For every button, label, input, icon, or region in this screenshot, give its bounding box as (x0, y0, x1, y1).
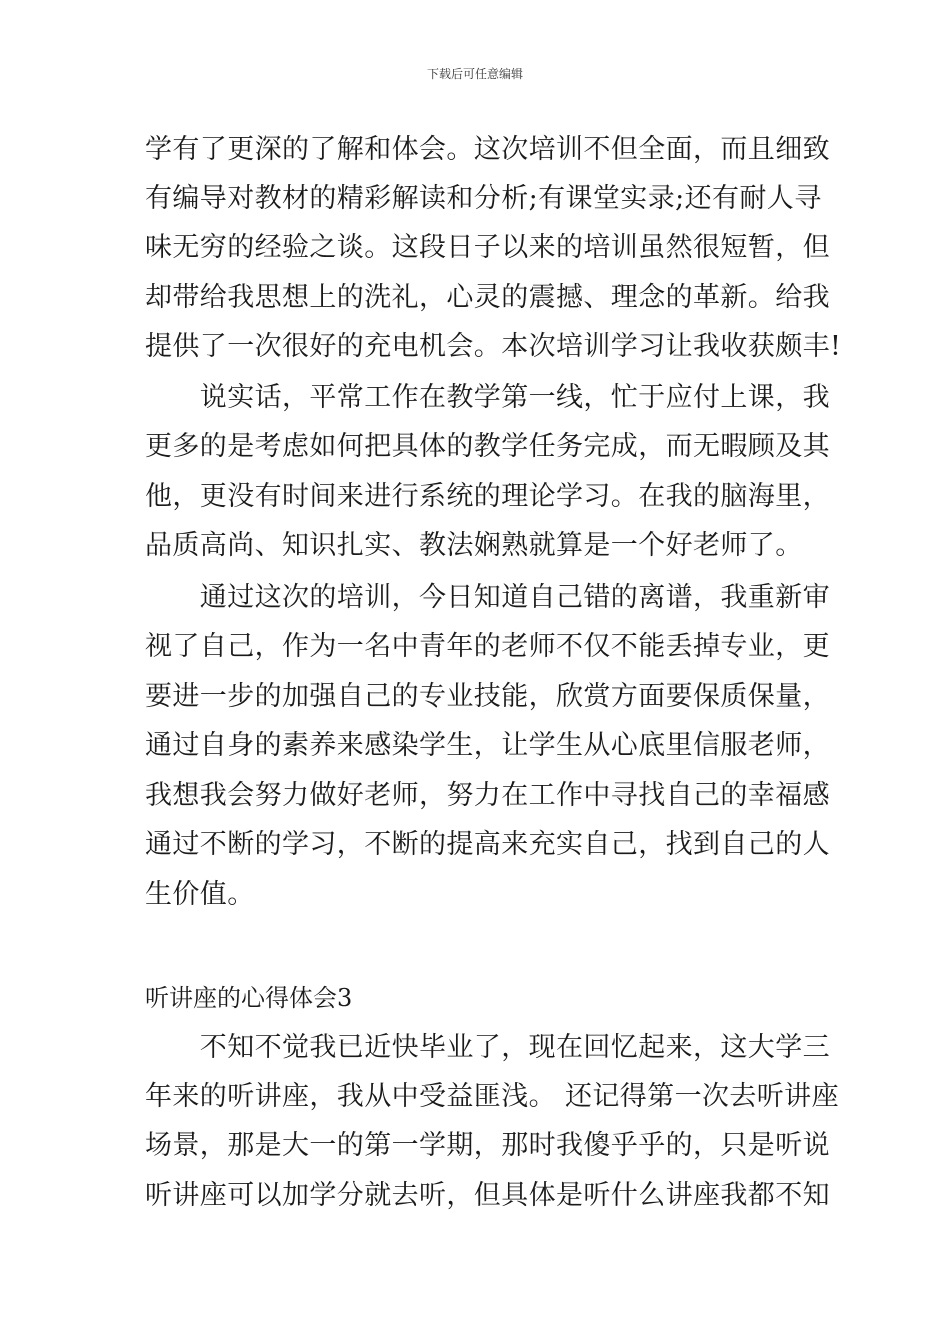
body-line: 却带给我思想上的洗礼，心灵的震撼、理念的革新。给我 (145, 282, 830, 313)
body-line: 不知不觉我已近快毕业了，现在回忆起来，这大学三 (145, 1032, 830, 1063)
body-line: 视了自己，作为一名中青年的老师不仅不能丢掉专业，更 (145, 631, 830, 662)
body-line: 生价值。 (145, 879, 255, 910)
body-line: 品质高尚、知识扎实、教法娴熟就算是一个好老师了。 (145, 530, 803, 561)
body-line: 他，更没有时间来进行系统的理论学习。在我的脑海里， (145, 481, 830, 512)
body-line: 要进一步的加强自己的专业技能，欣赏方面要保质保量， (145, 681, 830, 712)
body-line: 提供了一次很好的充电机会。本次培训学习让我收获颇丰! (145, 331, 842, 362)
section-title: 听讲座的心得体会3 (145, 984, 353, 1012)
body-line: 学有了更深的了解和体会。这次培训不但全面，而且细致 (145, 134, 830, 165)
body-line: 说实话，平常工作在教学第一线，忙于应付上课，我 (145, 382, 830, 413)
body-line: 我想我会努力做好老师，努力在工作中寻找自己的幸福感 (145, 780, 830, 811)
page-header: 下载后可任意编辑 (426, 67, 523, 81)
body-line: 通过自身的素养来感染学生，让学生从心底里信服老师， (145, 730, 830, 761)
body-line: 听讲座可以加学分就去听，但具体是听什么讲座我都不知 (145, 1180, 830, 1211)
body-line: 更多的是考虑如何把具体的教学任务完成，而无暇顾及其 (145, 431, 830, 462)
body-line: 有编导对教材的精彩解读和分析;有课堂实录;还有耐人寻 (145, 183, 822, 214)
body-line: 通过这次的培训，今日知道自己错的离谱，我重新审 (145, 582, 830, 613)
body-line: 场景，那是大一的第一学期，那时我傻乎乎的，只是听说 (145, 1130, 830, 1161)
body-line: 通过不断的学习，不断的提高来充实自己，找到自己的人 (145, 829, 830, 860)
body-line: 年来的听讲座，我从中受益匪浅。 还记得第一次去听讲座 (145, 1081, 839, 1112)
body-line: 味无穷的经验之谈。这段日子以来的培训虽然很短暂，但 (145, 232, 830, 263)
